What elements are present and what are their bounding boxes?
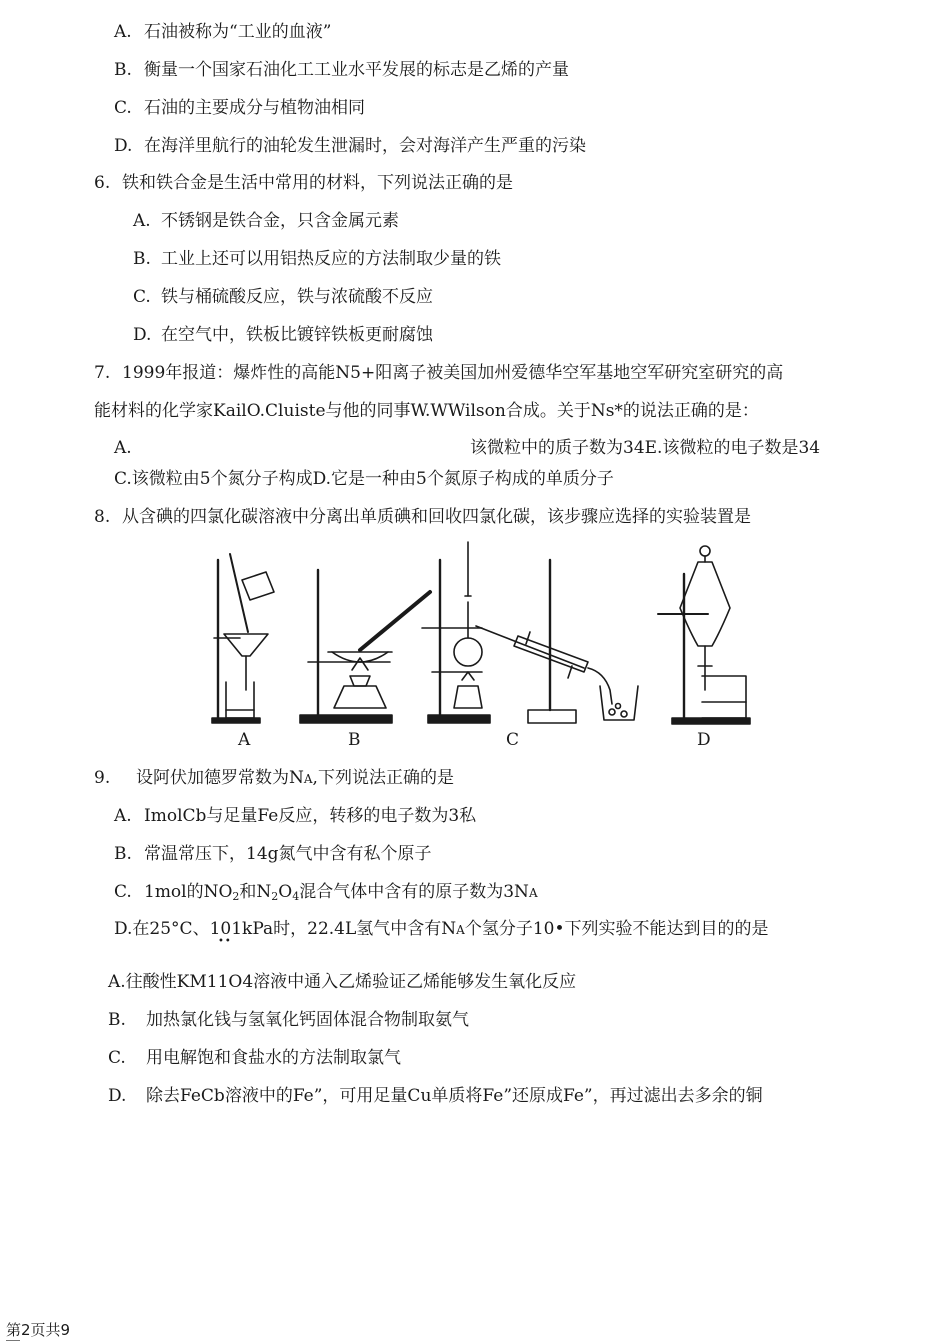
figure-label-b: B bbox=[348, 730, 361, 750]
q9-stem: 9. 设阿伏加德罗常数为NA,下列说法正确的是 bbox=[94, 768, 454, 788]
q6-option-a: A. 不锈钢是铁合金，只含金属元素 bbox=[133, 211, 399, 231]
page-number-footer: 第2页共9 bbox=[6, 1321, 71, 1339]
q7-option-ab-text: 该微粒中的质子数为34E.该微粒的电子数是34 bbox=[470, 438, 821, 458]
q7-option-cd: C.该微粒由5个氮分子构成D.它是一种由5个氮原子构成的单质分子 bbox=[114, 469, 614, 489]
apparatus-a-filtration bbox=[212, 554, 274, 723]
q7-stem-line2: 能材料的化学家KailO.Cluiste与他的同事W.WWilson合成。关于Ns*的说法正确的是： bbox=[94, 401, 759, 421]
q6-option-c: C. 铁与桶硫酸反应，铁与浓硫酸不反应 bbox=[133, 287, 433, 307]
figure-label-c: C bbox=[506, 730, 520, 750]
lab-apparatus-figure bbox=[200, 540, 760, 750]
q9-option-c: C. 1mol的$NO_2$和$N_2O_4$混合气体中含有的原子数为3NA bbox=[114, 882, 538, 903]
q7-stem-line1: 7. 1999年报道：爆炸性的高能N5+阳离子被美国加州爱德华空军基地空军研究室研究的高 bbox=[94, 363, 784, 383]
footer-rule bbox=[6, 1340, 20, 1341]
q10-option-a: A.往酸性KM11O4溶液中通入乙烯验证乙烯能够发生氧化反应 bbox=[108, 972, 577, 992]
apparatus-d-separatory-funnel bbox=[658, 546, 750, 724]
q10-option-b: B. 加热氯化钱与氢氧化钙固体混合物制取氨气 bbox=[108, 1010, 469, 1030]
q7-option-a-label: A. bbox=[114, 438, 132, 458]
apparatus-c-distillation bbox=[422, 542, 638, 723]
q5-option-d: D. 在海洋里航行的油轮发生泄漏时，会对海洋产生严重的污染 bbox=[114, 136, 586, 156]
q8-stem: 8. 从含碘的四氯化碳溶液中分离出单质碘和回收四氯化碳，该步骤应选择的实验装置是 bbox=[94, 507, 751, 527]
q6-option-d: D. 在空气中，铁板比镀锌铁板更耐腐蚀 bbox=[133, 325, 433, 345]
figure-label-a: A bbox=[238, 730, 251, 750]
q10-option-c: C. 用电解饱和食盐水的方法制取氯气 bbox=[108, 1048, 401, 1068]
q9-option-a: A. ImolCb与足量Fe反应，转移的电子数为3私 bbox=[114, 806, 477, 826]
q10-option-d: D. 除去FeCb溶液中的Fe”，可用足量Cu单质将Fe”还原成Fe”，再过滤出去多余的铜 bbox=[108, 1086, 763, 1106]
q5-option-b: B. 衡量一个国家石油化工工业水平发展的标志是乙烯的产量 bbox=[114, 60, 569, 80]
q6-option-b: B. 工业上还可以用铝热反应的方法制取少量的铁 bbox=[133, 249, 501, 269]
q9-option-b: B. 常温常压下，14g氮气中含有私个原子 bbox=[114, 844, 432, 864]
q6-stem: 6. 铁和铁合金是生活中常用的材料，下列说法正确的是 bbox=[94, 173, 513, 193]
apparatus-b-evaporation bbox=[300, 570, 430, 723]
q9-option-d: D.在25°C、101kPa时，22.4L氢气中含有NA个氢分子10•下列实验不能达到目的的是 bbox=[114, 919, 769, 939]
emphasis-dots: •• bbox=[218, 936, 232, 947]
q5-option-a: A. 石油被称为“工业的血液” bbox=[114, 22, 332, 42]
q5-option-c: C. 石油的主要成分与植物油相同 bbox=[114, 98, 365, 118]
figure-label-d: D bbox=[697, 730, 711, 750]
